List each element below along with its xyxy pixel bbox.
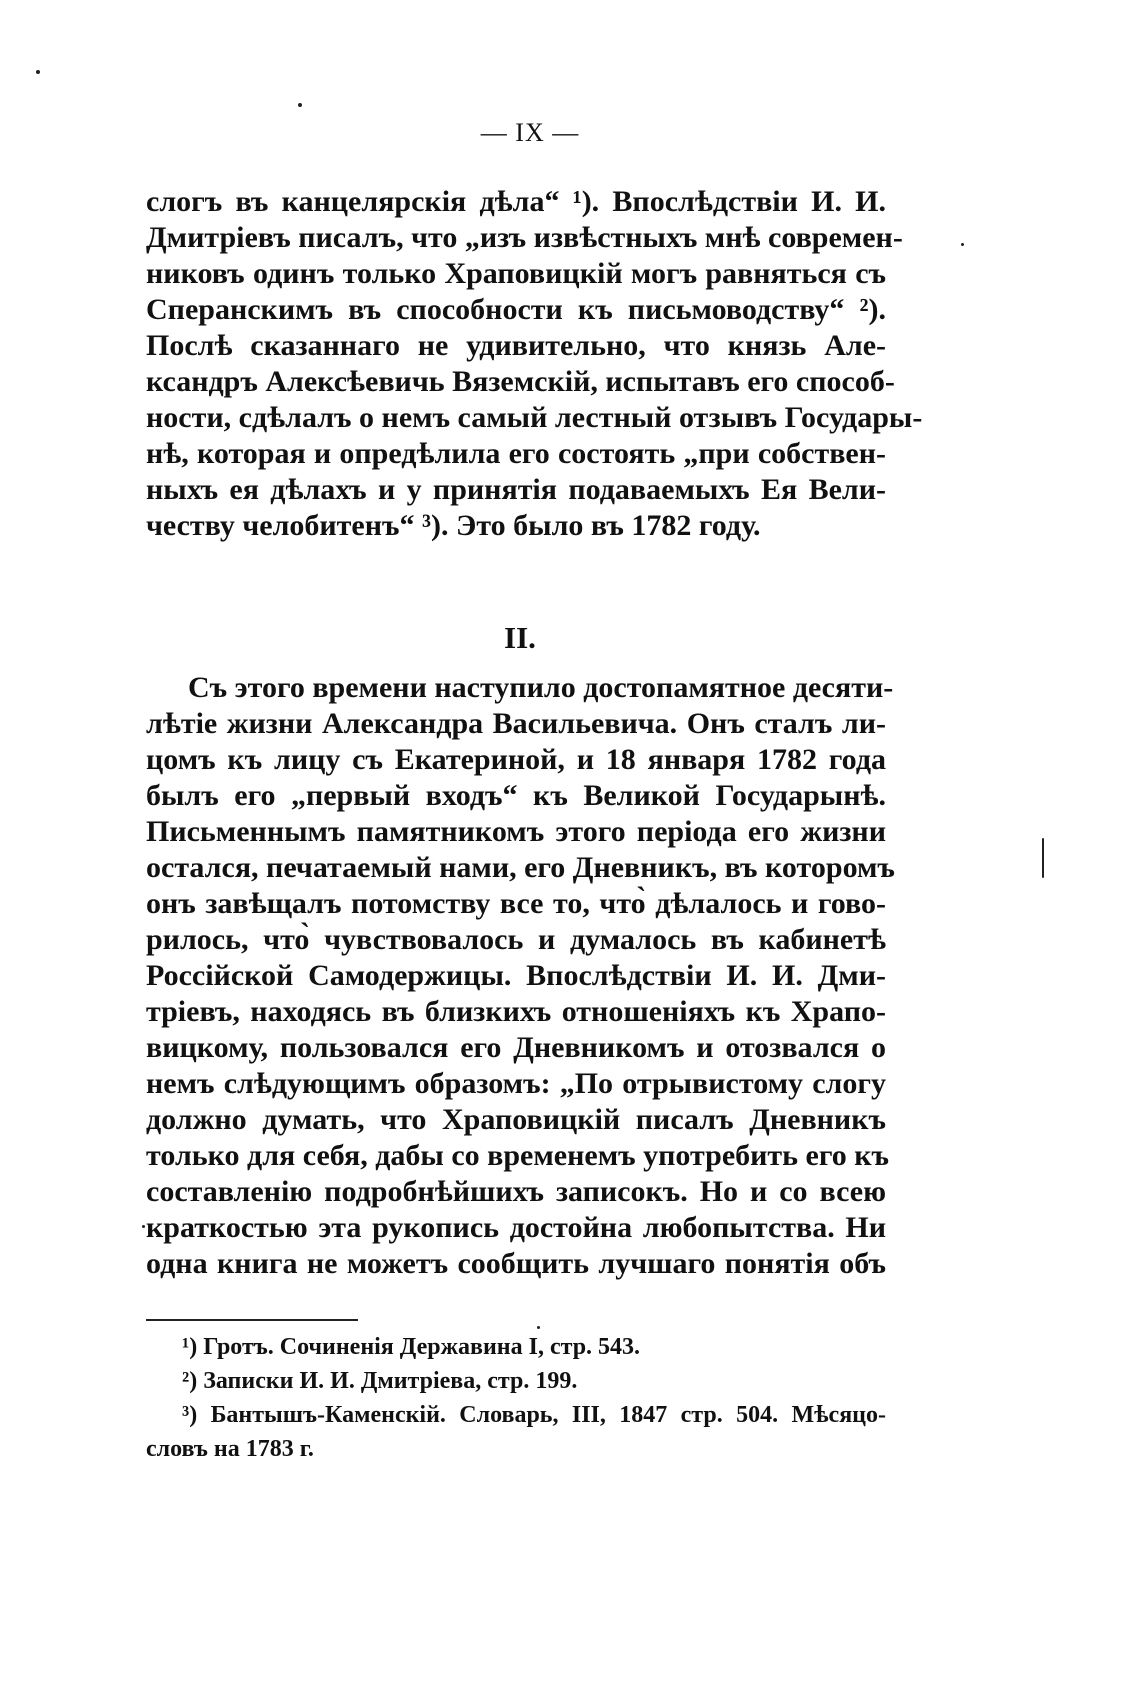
text-line: остался, печатаемый нами, его Дневникъ, въ которомъ	[146, 851, 895, 884]
scan-speck	[961, 243, 964, 246]
text-line: нѣ, которая и опредѣлила его состоять „при собствен-	[146, 437, 886, 470]
footnote: ¹) Гротъ. Сочиненія Державина I, стр. 543.	[182, 1334, 641, 1360]
text-line: должно думать, что Храповицкій писалъ Дневникъ	[146, 1103, 886, 1136]
section-heading: II.	[504, 620, 536, 655]
text-line: честву челобитенъ“ ³). Это было въ 1782 году.	[146, 509, 761, 542]
text-line: слогъ въ канцелярскія дѣла“ ¹). Впослѣдствіи И. И.	[146, 185, 886, 218]
text-line: немъ слѣдующимъ образомъ: „По отрывистому слогу	[146, 1067, 886, 1100]
text-line: только для себя, дабы со временемъ употребить его къ	[146, 1139, 889, 1172]
text-line: онъ завѣщалъ потомству все то, что̀ дѣлалось и гово-	[146, 887, 886, 920]
text-line: былъ его „первый входъ“ къ Великой Государынѣ.	[146, 779, 886, 812]
footnote: ³) Бантышъ-Каменскій. Словарь, III, 1847 стр. 504. Мѣсяцо-	[182, 1402, 886, 1428]
text-line: Сперанскимъ въ способности къ письмоводству“ ²).	[146, 293, 886, 326]
paragraph-section-two	[146, 670, 895, 1282]
scan-speck	[36, 70, 40, 74]
text-line: рилось, что̀ чувствовалось и думалось въ кабинетѣ	[146, 923, 886, 956]
text-line: ксандръ Алексѣевичь Вяземскій, испытавъ его способ-	[146, 365, 895, 398]
scan-speck	[1042, 838, 1044, 878]
scan-speck	[142, 1225, 145, 1228]
page-number: — IX —	[480, 118, 580, 147]
text-line: краткостью эта рукопись достойна любопытства. Ни	[146, 1211, 886, 1244]
footnotes	[146, 1330, 886, 1466]
text-line: Послѣ сказаннаго не удивительно, что князь Але-	[146, 329, 886, 362]
text-line: одна книга не можетъ сообщить лучшаго понятія объ	[146, 1247, 886, 1280]
text-line: никовъ одинъ только Храповицкій могъ равняться съ	[146, 257, 886, 290]
text-line: лѣтіе жизни Александра Васильевича. Онъ сталъ ли-	[146, 707, 886, 740]
text-line: ныхъ ея дѣлахъ и у принятія подаваемыхъ Ея Вели-	[146, 473, 886, 506]
text-line: Письменнымъ памятникомъ этого періода его жизни	[146, 815, 886, 848]
footnote-divider	[146, 1319, 358, 1321]
footnote-continuation: словъ на 1783 г.	[146, 1436, 314, 1462]
text-line: ности, сдѣлалъ о немъ самый лестный отзывъ Государы-	[146, 401, 923, 434]
text-line: тріевъ, находясь въ близкихъ отношеніяхъ къ Храпо-	[146, 995, 886, 1028]
scan-speck	[298, 103, 302, 107]
text-line: Съ этого времени наступило достопамятное десяти-	[188, 671, 894, 704]
paragraph-continued	[146, 184, 923, 544]
text-line: вицкому, пользовался его Дневникомъ и отозвался о	[146, 1031, 886, 1064]
text-line: Дмитріевъ писалъ, что „изъ извѣстныхъ мнѣ современ-	[146, 221, 903, 254]
text-line: цомъ къ лицу съ Екатериной, и 18 января 1782 года	[146, 743, 886, 776]
text-line: составленію подробнѣйшихъ записокъ. Но и со всею	[146, 1175, 886, 1208]
text-line: Россійской Самодержицы. Впослѣдствіи И. И. Дми-	[146, 959, 886, 992]
scan-speck	[537, 1326, 540, 1329]
footnote: ²) Записки И. И. Дмитріева, стр. 199.	[182, 1368, 578, 1394]
